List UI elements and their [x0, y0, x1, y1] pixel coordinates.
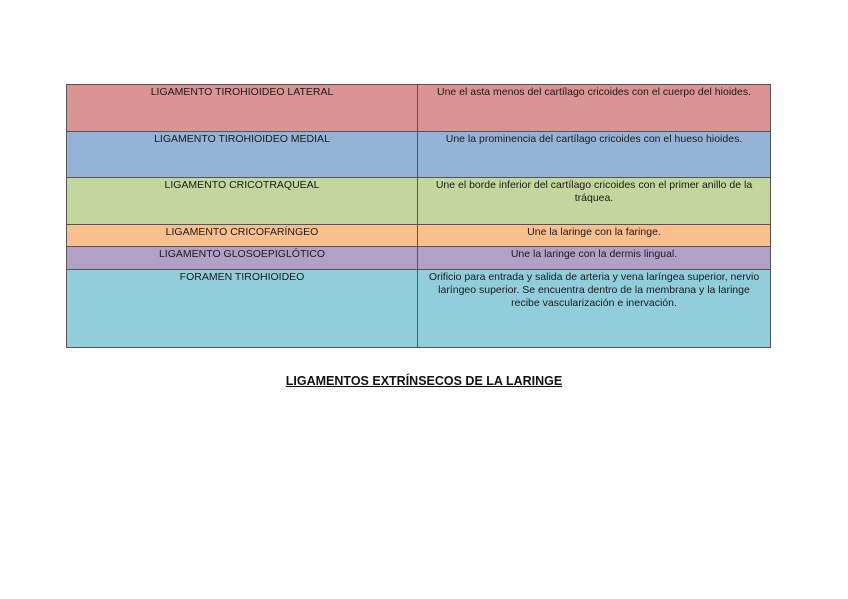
ligament-description-cell: Une el borde inferior del cartílago cricoides con el primer anillo de la tráquea. [418, 178, 771, 225]
page-title: LIGAMENTOS EXTRÍNSECOS DE LA LARINGE [285, 374, 563, 388]
ligament-description-cell: Une la prominencia del cartílago cricoides con el hueso hioides. [418, 132, 771, 178]
ligament-table [66, 84, 771, 348]
table-row [67, 270, 771, 348]
ligament-description-cell: Une el asta menos del cartílago cricoides con el cuerpo del hioides. [418, 85, 771, 132]
ligament-description-cell: Une la laringe con la dermis lingual. [418, 247, 771, 270]
table-row [67, 85, 771, 132]
ligament-description-cell: Orificio para entrada y salida de arteria y vena laríngea superior, nervio laríngeo superior. Se encuentra dentro de la membrana y la laringe recibe vascularización e inervación. [418, 270, 771, 348]
ligament-description-cell: Une la laringe con la faringe. [418, 225, 771, 247]
ligament-name-cell: LIGAMENTO CRICOTRAQUEAL [67, 178, 418, 225]
ligament-name-cell: LIGAMENTO TIROHIOIDEO LATERAL [67, 85, 418, 132]
ligament-name-cell: LIGAMENTO TIROHIOIDEO MEDIAL [67, 132, 418, 178]
table-row [67, 247, 771, 270]
ligament-name-cell: LIGAMENTO GLOSOEPIGLÓTICO [67, 247, 418, 270]
table-row [67, 178, 771, 225]
ligament-name-cell: LIGAMENTO CRICOFARÍNGEO [67, 225, 418, 247]
table-row [67, 225, 771, 247]
table-row [67, 132, 771, 178]
ligament-name-cell: FORAMEN TIROHIOIDEO [67, 270, 418, 348]
